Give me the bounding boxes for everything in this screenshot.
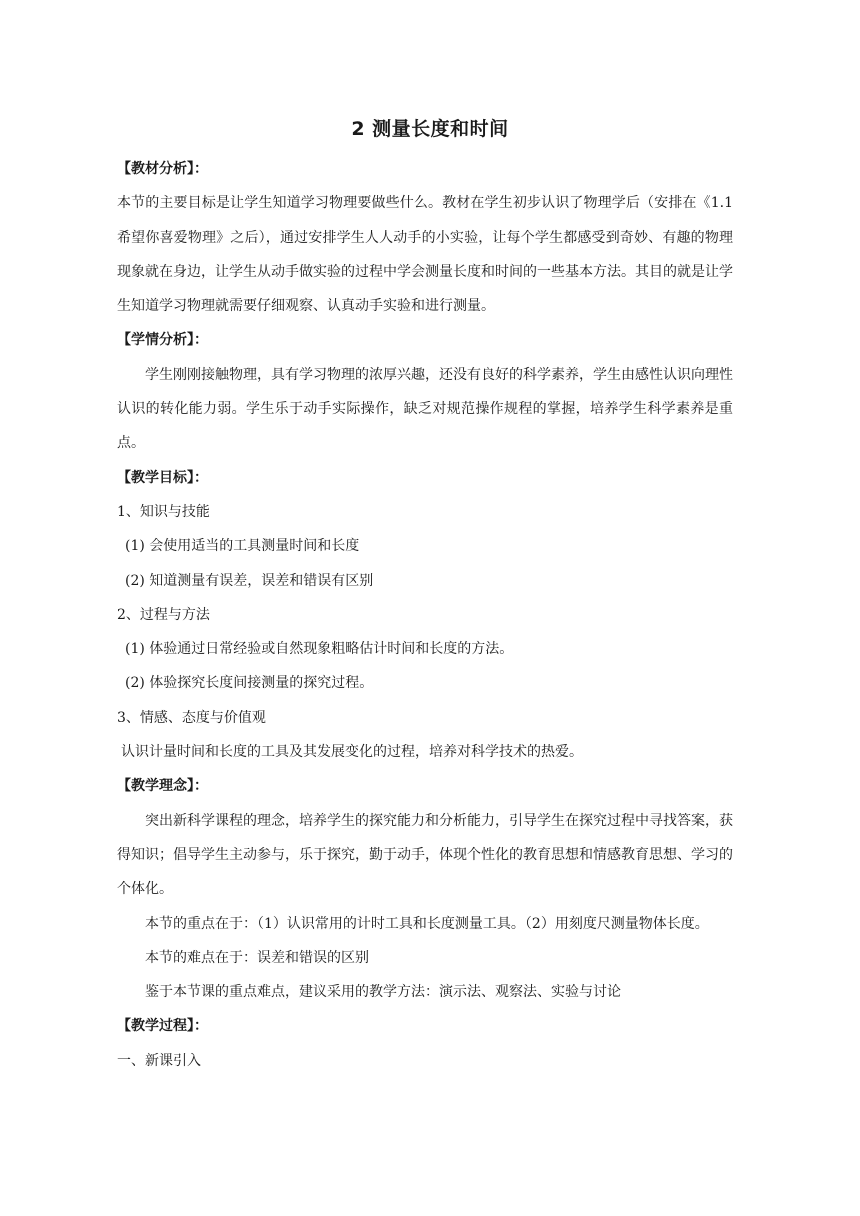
paragraph-philosophy-4: 鉴于本节课的重点难点，建议采用的教学方法：演示法、观察法、实验与讨论 xyxy=(145,984,621,1001)
paragraph-textbook-analysis: 本节的主要目标是让学生知道学习物理要做些什么。教材在学生初步认识了物理学后（安排在《1.1希望你喜爱物理》之后），通过安排学生人人动手的小实验，让每个学生都感受到奇妙、有趣的物理现象就在身边，让学生从动手做实验的过程中学会测量长度和时间的一些基本方法。其目的就是让学生知道学习物理就需要仔细观察、认真动手实验和进行测量。 xyxy=(117,195,733,315)
objective-item-3a: 认识计量时间和长度的工具及其发展变化的过程，培养对科学技术的热爱。 xyxy=(121,744,583,761)
paragraph-learner-analysis: 学生刚刚接触物理，具有学习物理的浓厚兴趣，还没有良好的科学素养，学生由感性认识向理性认识的转化能力弱。学生乐于动手实际操作，缺乏对规范操作规程的掌握，培养学生科学素养是重点。 xyxy=(117,366,733,452)
objective-item-3: 3、情感、态度与价值观 xyxy=(117,709,266,726)
document-body xyxy=(117,152,733,1078)
section-heading-process: 【教学过程】： xyxy=(117,1018,208,1035)
process-item-1: 一、新课引入 xyxy=(117,1052,201,1069)
paragraph-philosophy-1: 突出新科学课程的理念，培养学生的探究能力和分析能力，引导学生在探究过程中寻找答案，获得知识；倡导学生主动参与，乐于探究，勤于动手，体现个性化的教育思想和情感教育思想、学习的个体化。 xyxy=(117,812,733,898)
objective-item-1a: (1) 会使用适当的工具测量时间和长度 xyxy=(125,538,360,555)
page-title: 2 测量长度和时间 xyxy=(351,118,509,140)
paragraph-philosophy-2: 本节的重点在于：（1）认识常用的计时工具和长度测量工具。（2）用刻度尺测量物体长度。 xyxy=(145,915,709,932)
section-heading-textbook-analysis: 【教材分析】： xyxy=(117,161,208,177)
section-heading-objectives: 【教学目标】： xyxy=(117,469,208,486)
paragraph-philosophy-3: 本节的难点在于：误差和错误的区别 xyxy=(145,949,369,966)
section-heading-learner-analysis: 【学情分析】： xyxy=(117,332,208,349)
objective-item-2: 2、过程与方法 xyxy=(117,606,210,623)
objective-item-2b: (2) 体验探究长度间接测量的探究过程。 xyxy=(125,675,374,692)
section-heading-philosophy: 【教学理念】： xyxy=(117,778,208,795)
objective-item-1: 1、知识与技能 xyxy=(117,503,210,520)
objective-item-2a: (1) 体验通过日常经验或自然现象粗略估计时间和长度的方法。 xyxy=(125,641,514,658)
objective-item-1b: (2) 知道测量有误差，误差和错误有区别 xyxy=(125,572,374,589)
